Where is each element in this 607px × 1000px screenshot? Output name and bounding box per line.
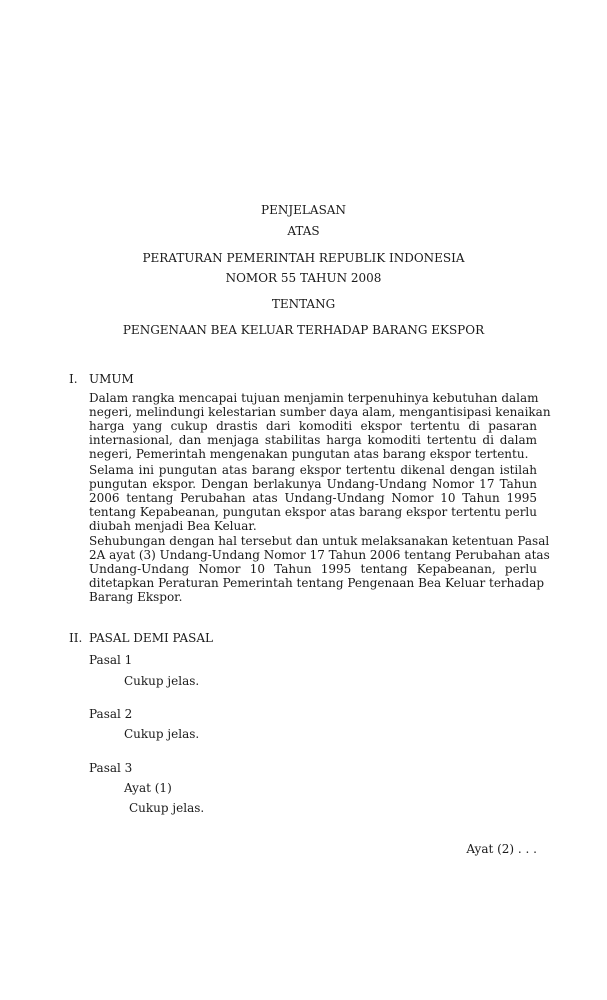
section-2-title: PASAL DEMI PASAL — [89, 631, 214, 645]
text-line: Undang-Undang Nomor 10 Tahun 1995 tentang Kepabeanan, perlu — [89, 562, 537, 576]
text-line: ditetapkan Peraturan Pemerintah tentang Pengenaan Bea Keluar terhadap — [89, 576, 545, 590]
page-continuation: Ayat (2) . . . — [466, 842, 537, 856]
text-line: 2006 tentang Perubahan atas Undang-Undang Nomor 10 Tahun 1995 — [89, 491, 537, 505]
paragraph-3 — [89, 534, 550, 604]
regulation-subject: PENGENAAN BEA KELUAR TERHADAP BARANG EKSPOR — [122, 323, 485, 337]
pasal-1-text: Cukup jelas. — [124, 674, 200, 688]
section-1-number: I. — [69, 372, 78, 386]
text-line: Sehubungan dengan hal tersebut dan untuk melaksanakan ketentuan Pasal — [89, 534, 550, 548]
tentang-label: TENTANG — [271, 297, 336, 311]
paragraph-2 — [89, 463, 537, 533]
pasal-2-text: Cukup jelas. — [124, 727, 200, 741]
text-line: Selama ini pungutan atas barang ekspor tertentu dikenal dengan istilah — [89, 463, 537, 477]
pasal-3-label: Pasal 3 — [89, 761, 133, 775]
section-2-number: II. — [69, 631, 83, 645]
text-line: internasional, dan menjaga stabilitas harga komoditi tertentu di dalam — [89, 433, 537, 447]
text-line: pungutan ekspor. Dengan berlakunya Undang-Undang Nomor 17 Tahun — [89, 477, 537, 491]
text-line: negeri, melindungi kelestarian sumber daya alam, mengantisipasi kenaikan — [89, 405, 551, 419]
pasal-1-label: Pasal 1 — [89, 653, 133, 667]
doc-subtitle: ATAS — [287, 224, 320, 238]
text-line: tentang Kepabeanan, pungutan ekspor atas barang ekspor tertentu perlu — [89, 505, 537, 519]
regulation-name: PERATURAN PEMERINTAH REPUBLIK INDONESIA — [142, 251, 465, 265]
text-line: 2A ayat (3) Undang-Undang Nomor 17 Tahun 2006 tentang Perubahan atas — [89, 548, 550, 562]
section-1-title: UMUM — [89, 372, 134, 386]
text-line: negeri, Pemerintah mengenakan pungutan atas barang ekspor tertentu. — [89, 447, 529, 461]
text-line: Dalam rangka mencapai tujuan menjamin terpenuhinya kebutuhan dalam — [89, 391, 539, 405]
paragraph-1 — [89, 391, 551, 461]
pasal-3-ayat-1-text: Cukup jelas. — [129, 801, 205, 815]
text-line: diubah menjadi Bea Keluar. — [89, 519, 257, 533]
text-line: Barang Ekspor. — [89, 590, 183, 604]
regulation-number: NOMOR 55 TAHUN 2008 — [225, 271, 382, 285]
text-line: harga yang cukup drastis dari komoditi ekspor tertentu di pasaran — [89, 419, 537, 433]
pasal-3-ayat-1-label: Ayat (1) — [124, 781, 172, 795]
doc-title: PENJELASAN — [261, 203, 346, 217]
pasal-2-label: Pasal 2 — [89, 707, 133, 721]
